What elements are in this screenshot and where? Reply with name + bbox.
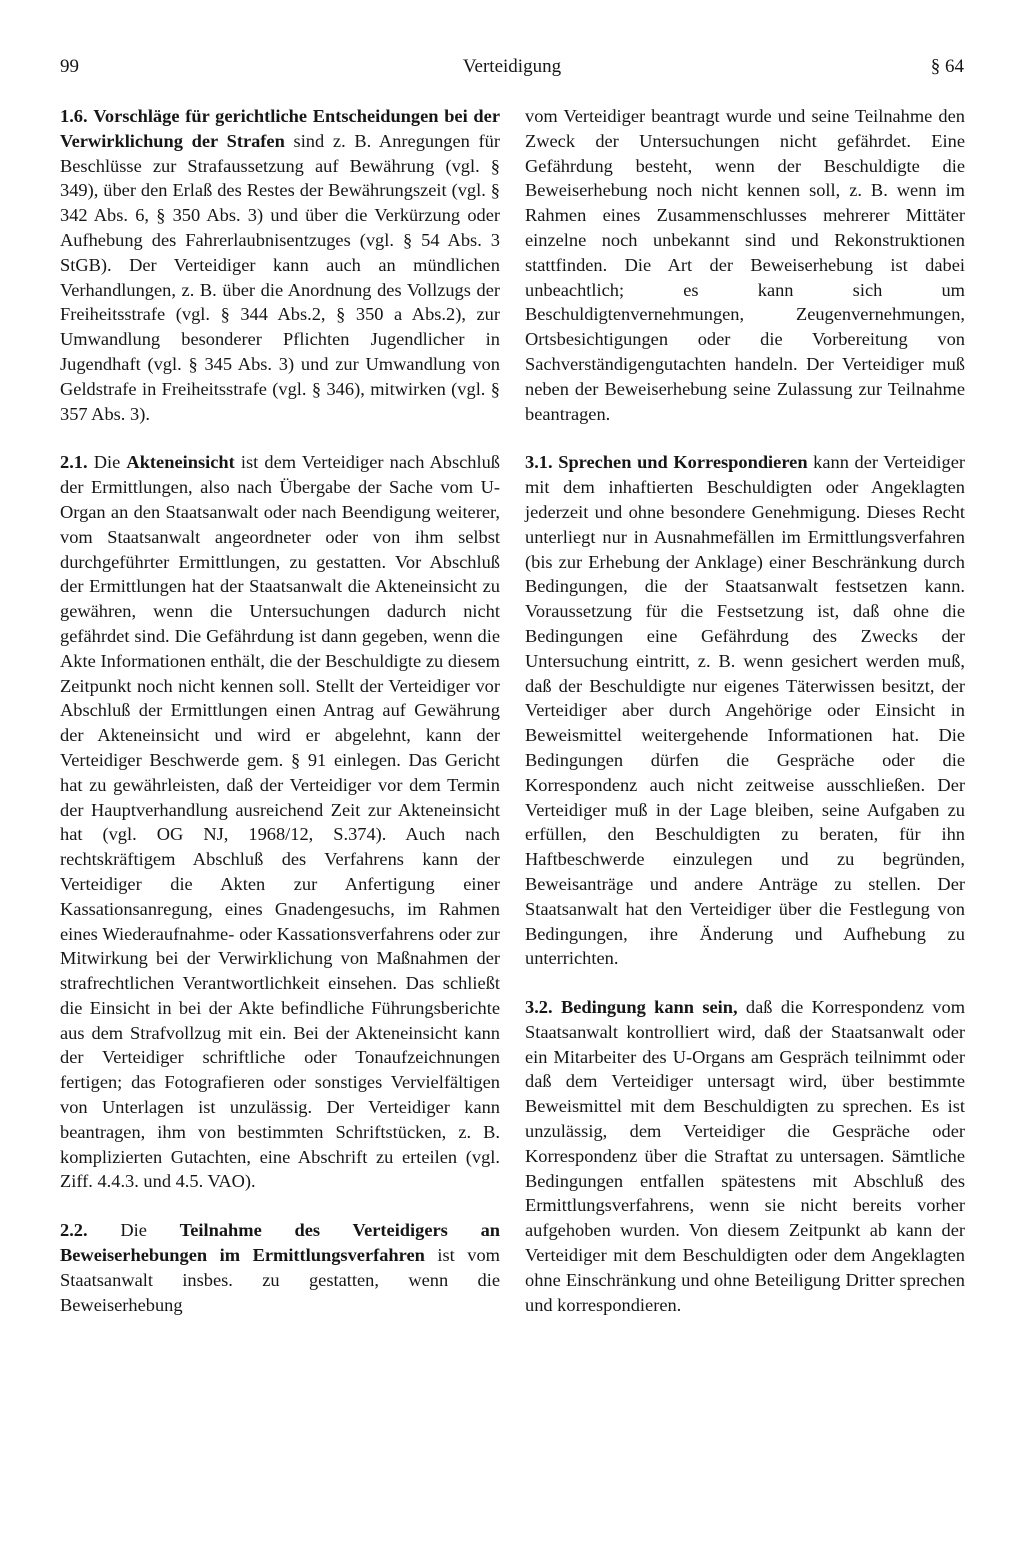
paragraph-3-1 [525,450,965,971]
paragraph-2-1 [60,450,500,1194]
paragraph-1-6 [60,104,500,426]
paragraph-text: ist vom Staatsanwalt insbes. zu gestatten, wenn die Beweiserhebung [60,1245,500,1315]
running-title: Verteidigung [462,56,562,77]
right-column [525,104,965,1341]
paragraph-text: kann der Verteidiger mit dem inhaftierten Beschuldigten oder Angeklagten jederzeit und ohne besondere Genehmigung. Dieses Recht unterliegt nur in Ausnahmefällen im Ermittlungsverfahren (bis zur Erhebung der Anklage) einer Beschränkung durch Bedingungen, die der Staatsanwalt festsetzen kann. Voraussetzung für die Festsetzung ist, daß ohne die Bedingungen eine Gefährdung des Zwecks der Untersuchung eintritt, z. B. wenn gesichert werden muß, daß der Beschuldigte nur eigenes Täterwissen besitzt, der Verteidiger aber durch Angehörige oder Einsicht in Beweismittel weitergehende Informationen hat. Die Bedingungen dürfen die Gespräche oder die Korrespondenz auch nicht zeitweise ausschließen. Der Verteidiger muß in der Lage bleiben, seine Aufgaben zu erfüllen, den Beschuldigten zu beraten, für ihn Haftbeschwerde einzulegen und zu begründen, Beweisanträge und andere Anträge zu stellen. Der Staatsanwalt hat den Verteidiger über die Festlegung von Bedingungen, ihre Änderung und Aufhebung zu unterrichten. [525,452,966,969]
paragraph-text: ist dem Verteidiger nach Abschluß der Ermittlungen, also nach Übergabe der Sache vom U-Organ an den Staatsanwalt oder nach Beendigung weiterer, vom Staatsanwalt angeordneter oder von ihm selbst durchgeführter Ermittlungen, zu gestatten. Vor Abschluß der Ermittlungen hat der Staatsanwalt die Akteneinsicht zu gewähren, wenn die Untersuchungen dadurch nicht gefährdet sind. Die Gefährdung ist dann gegeben, wenn die Akte Informationen enthält, die der Beschuldigte zu diesem Zeitpunkt noch nicht kennen soll. Stellt der Verteidiger vor Abschluß der Ermittlungen einen Antrag auf Gewährung der Akteneinsicht und wird er abgelehnt, kann der Verteidiger Beschwerde gem. § 91 einlegen. Das Gericht hat zu gewährleisten, daß der Verteidiger vor dem Termin der Hauptverhandlung ausreichend Zeit zur Akteneinsicht hat (vgl. OG NJ, 1968/12, S.374). Auch nach rechtskräftigem Abschluß des Verfahrens kann der Verteidiger die Akten zur Anfertigung einer Kassationsanregung, eines Gnadengesuchs, im Rahmen eines Wiederaufnahme- oder Kassationsverfahrens oder zur Mitwirkung bei der Verwirklichung von Maßnahmen der strafrechtlichen Verantwortlichkeit einsehen. Das schließt die Einsicht in bei der Akte befindliche Führungsberichte aus dem Strafvollzug mit ein. Bei der Akteneinsicht kann der Verteidiger schriftliche oder Tonaufzeichnungen fertigen; das Fotografieren oder sonstiges Vervielfältigen von Unterlagen ist unzulässig. Der Verteidiger kann beantragen, ihm von bestimmten Schriftstücken, z. B. komplizierten Gutachten, eine Abschrift zu erteilen (vgl. Ziff. 4.4.3. und 4.5. VAO). [60,452,500,1192]
paragraph-pre: Die [87,1220,180,1241]
paragraph-2-2 [60,1218,500,1317]
paragraph-heading: Akteneinsicht [126,452,235,473]
left-column [60,104,500,1341]
paragraph-number: 3.2. [525,997,553,1018]
paragraph-number: 3.1. [525,452,553,473]
paragraph-2-2-continued [525,104,965,426]
paragraph-3-2 [525,995,965,1317]
paragraph-text: vom Verteidiger beantragt wurde und seine Teilnahme den Zweck der Untersuchungen nicht gefährdet. Eine Gefährdung besteht, wenn der Beschuldigte die Beweiserhebung noch nicht kennen soll, z. B. wenn im Rahmen eines Zusammenschlusses mehrerer Mittäter einzelne noch unbekannt sind und Rekonstruktionen stattfinden. Die Art der Beweiserhebung ist dabei unbeachtlich; es kann sich um Beschuldigtenvernehmungen, Zeugenvernehmungen, Ortsbesichtigungen oder die Vorbereitung von Sachverständigengutachten handeln. Der Verteidiger muß neben der Beweiserhebung seine Zulassung zur Teilnahme beantragen. [525,106,965,424]
paragraph-text: sind z. B. Anregungen für Beschlüsse zur Strafaussetzung auf Bewährung (vgl. § 349), über den Erlaß des Restes der Bewährungszeit (vgl. § 342 Abs. 6, § 350 Abs. 3) und über die Verkürzung oder Aufhebung des Fahrerlaubnisentzuges (vgl. § 54 Abs. 3 StGB). Der Verteidiger kann auch an mündlichen Verhandlungen, z. B. über die Anordnung des Vollzugs der Freiheitsstrafe (vgl. § 344 Abs.2, § 350 a Abs.2), zur Umwandlung besonderer Pflichten Jugendlicher in Jugendhaft (vgl. § 345 Abs. 3) und zur Umwandlung von Geldstrafe in Freiheitsstrafe (vgl. § 346), mitwirken (vgl. § 357 Abs. 3). [60,130,500,424]
paragraph-pre: Die [87,452,127,473]
paragraph-heading: Vorschläge für gerichtliche Entscheidungen bei der Verwirklichung der Strafen [60,106,500,151]
page-header [60,56,964,84]
paragraph-heading: Bedingung kann sein, [560,997,738,1018]
paragraph-heading: Teilnahme des Verteidigers an Beweiserhebungen im Ermittlungsverfahren [60,1220,501,1266]
paragraph-number: 2.1. [60,452,88,473]
page-number: 99 [60,56,79,77]
paragraph-heading: Sprechen und Korrespondieren [558,452,808,473]
paragraph-number: 2.2. [60,1220,88,1241]
paragraph-text: daß die Korrespondenz vom Staatsanwalt kontrolliert wird, daß der Staatsanwalt oder ein Mitarbeiter des U-Organs am Gespräch teilnimmt oder daß dem Verteidiger untersagt wird, über bestimmte Beweismittel mit dem Beschuldigten zu sprechen. Es ist unzulässig, dem Verteidiger die Gespräche oder Korrespondenz über die Straftat zu untersagen. Sämtliche Bedingungen entfallen spätestens mit Abschluß des Ermittlungsverfahrens, wenn sie nicht bereits vorher aufgehoben wurden. Von diesem Zeitpunkt ab kann der Verteidiger mit dem Beschuldigten oder dem Angeklagten ohne Einschränkung und ohne Beteiligung Dritter sprechen und korrespondieren. [525,997,966,1315]
section-number: § 64 [930,56,964,77]
paragraph-number: 1.6. [60,106,88,126]
